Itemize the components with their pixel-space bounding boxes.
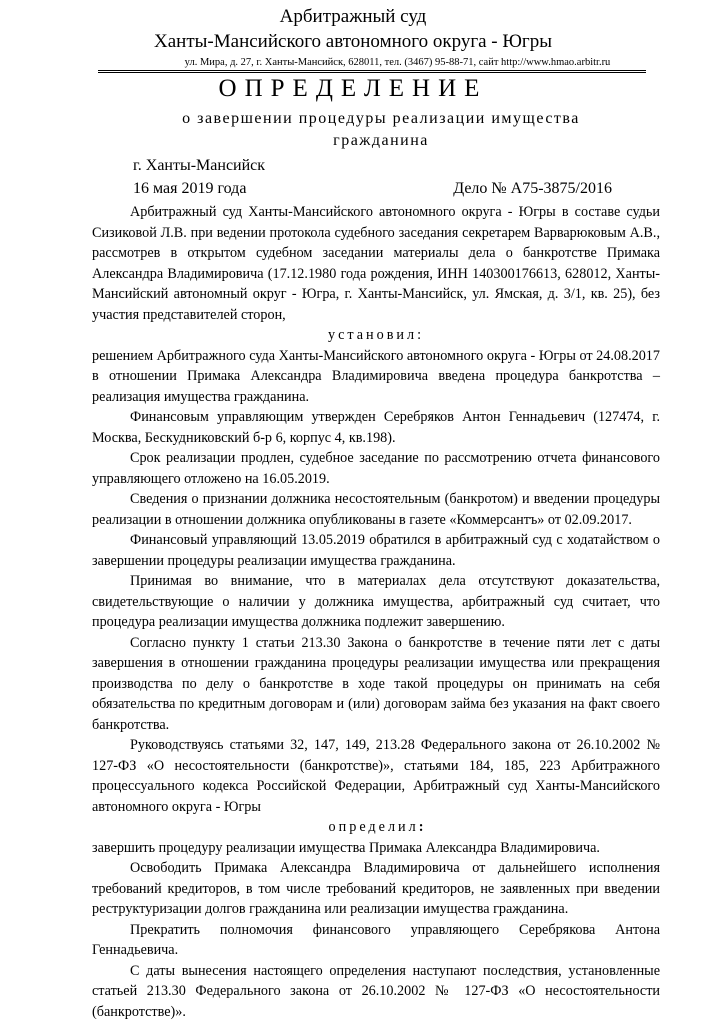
paragraph: Сведения о признании должника несостоятельным (банкротом) и введении процедуры реализации в отношении должника опубликованы в газете «Коммерсантъ» от 02.09.2017. bbox=[92, 491, 660, 528]
established-heading: установил: bbox=[327, 327, 425, 343]
paragraph: Финансовым управляющим утвержден Серебряков Антон Геннадьевич (127474, г. Москва, Бескудниковский б-р 6, корпус 4, кв.198). bbox=[92, 409, 660, 446]
ruled-heading bbox=[92, 817, 660, 838]
court-address: ул. Мира, д. 27, г. Ханты-Мансийск, 628011, тел. (3467) 95-88-71, сайт http://www.hmao.arbitr.ru bbox=[184, 57, 611, 68]
header-divider bbox=[98, 72, 646, 73]
paragraph: Освободить Примака Александра Владимировича от дальнейшего исполнения требований кредиторов, в том числе требований кредиторов, не заявленных при введении реструктуризации долгов гражданина или реализации имущества гражданина. bbox=[92, 860, 660, 917]
document-subject: о завершении процедуры реализации имущества гражданина bbox=[182, 110, 580, 149]
court-name: Арбитражный суд bbox=[279, 6, 427, 27]
paragraph: завершить процедуру реализации имущества Примака Александра Владимировича. bbox=[92, 839, 600, 856]
header-divider bbox=[98, 70, 646, 71]
ruled-heading-text: определил bbox=[328, 819, 419, 835]
paragraph: Руководствуясь статьями 32, 147, 149, 213.28 Федерального закона от 26.10.2002 № 127-ФЗ «О несостоятельности (банкротстве)», статьями 184, 185, 223 Арбитражного процессуального кодекса Российской Федерации, Арбитражный суд Ханты-Мансийского автономного округа - Югры bbox=[92, 737, 660, 815]
paragraph: решением Арбитражного суда Ханты-Мансийского автономного округа - Югры от 24.08.2017 в отношении Примака Александра Владимировича введена процедура банкротства – реализация имущества гражданина. bbox=[92, 347, 660, 405]
intro-paragraph: Арбитражный суд Ханты-Мансийского автономного округа - Югры в составе судьи Сизиковой Л.В. при ведении протокола судебного заседания секретарем Варварюковым А.В., рассмотрев в открытом судебном заседании материалы дела о банкротстве Примака Александра Владимировича (17.12.1980 года рождения, ИНН 140300176613, 628012, Ханты-Мансийский автономный округ - Югра, г. Ханты-Мансийск, ул. Ямская, д. 3/1, кв. 25), без участия представителей сторон, bbox=[92, 204, 660, 323]
document-type-title: ОПРЕДЕЛЕНИЕ bbox=[218, 75, 488, 102]
paragraph: Прекратить полномочия финансового управляющего Серебрякова Антона Геннадьевича. bbox=[92, 921, 660, 958]
case-number: Дело № А75-3875/2016 bbox=[453, 180, 612, 197]
city: г. Ханты-Мансийск bbox=[133, 157, 266, 174]
court-region: Ханты-Мансийского автономного округа - Югры bbox=[154, 31, 552, 52]
paragraph: Согласно пункту 1 статьи 213.30 Закона о банкротстве в течение пяти лет с даты завершения в отношении гражданина процедуры реализации имущества или прекращения производства по делу о банкротстве в ходе такой процедуры он принимать на себя обязательства по кредитным договорам и (или) договорам займа без указания на факт своего банкротства. bbox=[92, 634, 660, 733]
paragraph: Финансовый управляющий 13.05.2019 обратился в арбитражный суд с ходатайством о завершении процедуры реализации имущества гражданина. bbox=[92, 532, 660, 569]
document-body bbox=[92, 202, 660, 1022]
paragraph: Срок реализации продлен, судебное заседание по рассмотрению отчета финансового управляющего отложено на 16.05.2019. bbox=[92, 450, 660, 487]
document-date: 16 мая 2019 года bbox=[133, 180, 247, 197]
paragraph: Принимая во внимание, что в материалах дела отсутствуют доказательства, свидетельствующие о наличии у должника имущества, арбитражный суд считает, что процедура реализации имущества должника подлежит завершению. bbox=[92, 573, 660, 630]
paragraph: С даты вынесения настоящего определения наступают последствия, установленные статьей 213.30 Федерального закона от 26.10.2002 № 127-ФЗ «О несостоятельности (банкротстве)». bbox=[92, 962, 660, 1020]
ruled-heading-colon: : bbox=[418, 819, 424, 835]
